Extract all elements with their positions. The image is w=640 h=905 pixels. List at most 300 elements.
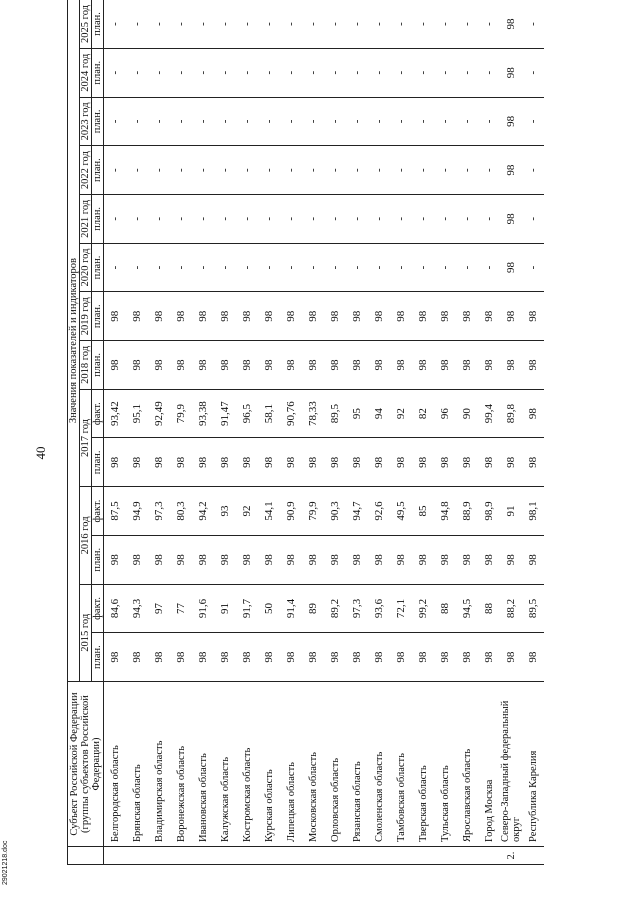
value-cell: 98	[104, 633, 127, 682]
value-cell: 98	[236, 438, 258, 487]
value-cell: 99,2	[412, 584, 434, 633]
value-cell: -	[126, 97, 148, 146]
value-cell: -	[126, 0, 148, 48]
value-cell: 89,5	[324, 389, 346, 438]
subject-name: Московская область	[302, 682, 324, 847]
value-cell: -	[478, 0, 500, 48]
value-cell: 98	[302, 535, 324, 584]
value-cell: 98	[346, 535, 368, 584]
value-cell: 98	[236, 535, 258, 584]
value-cell: -	[302, 0, 324, 48]
value-cell: 90,76	[280, 389, 302, 438]
value-cell: 92	[236, 487, 258, 536]
value-cell: 98	[500, 535, 522, 584]
value-cell: 94	[368, 389, 390, 438]
value-cell: 98	[192, 633, 214, 682]
value-cell: 98	[148, 438, 170, 487]
value-cell: -	[346, 243, 368, 292]
value-cell: 98	[434, 341, 456, 390]
sub-header: план.	[92, 48, 104, 97]
row-index	[522, 847, 544, 865]
value-cell: -	[346, 194, 368, 243]
value-cell: 91,7	[236, 584, 258, 633]
value-cell: 98	[456, 341, 478, 390]
value-cell: 98	[280, 341, 302, 390]
value-cell: -	[192, 97, 214, 146]
year-header: 2023 год	[80, 97, 92, 146]
row-index	[126, 847, 148, 865]
value-cell: -	[148, 0, 170, 48]
value-cell: -	[280, 243, 302, 292]
value-cell: 94,3	[126, 584, 148, 633]
value-cell: 98	[346, 438, 368, 487]
value-cell: 91	[500, 487, 522, 536]
value-cell: -	[456, 194, 478, 243]
value-cell: -	[302, 48, 324, 97]
value-cell: 98	[478, 292, 500, 341]
value-cell: 98	[324, 633, 346, 682]
sub-header: факт.	[92, 487, 104, 536]
value-cell: 98	[104, 292, 127, 341]
value-cell: -	[192, 48, 214, 97]
year-header: 2024 год	[80, 48, 92, 97]
sub-header: план.	[92, 194, 104, 243]
value-cell: 96,5	[236, 389, 258, 438]
value-cell: 98	[478, 438, 500, 487]
value-cell: -	[346, 146, 368, 195]
value-cell: -	[324, 48, 346, 97]
value-cell: -	[170, 146, 192, 195]
value-cell: 98	[500, 292, 522, 341]
values-header: Значения показателей и индикаторов	[68, 0, 80, 682]
value-cell: 91,6	[192, 584, 214, 633]
value-cell: -	[478, 97, 500, 146]
value-cell: -	[104, 97, 127, 146]
value-cell: 98	[258, 292, 280, 341]
value-cell: 98	[214, 292, 236, 341]
value-cell: 95	[346, 389, 368, 438]
value-cell: -	[478, 243, 500, 292]
value-cell: 77	[170, 584, 192, 633]
value-cell: -	[522, 194, 544, 243]
row-index	[434, 847, 456, 865]
value-cell: 98	[522, 292, 544, 341]
table-row	[126, 0, 148, 865]
value-cell: 92,6	[368, 487, 390, 536]
value-cell: -	[390, 146, 412, 195]
subject-name: Ивановская область	[192, 682, 214, 847]
subject-name: Костромская область	[236, 682, 258, 847]
row-index	[104, 847, 127, 865]
table-row	[412, 0, 434, 865]
value-cell: -	[456, 243, 478, 292]
value-cell: 72,1	[390, 584, 412, 633]
table-row	[236, 0, 258, 865]
row-index	[346, 847, 368, 865]
value-cell: -	[324, 146, 346, 195]
value-cell: 98	[456, 438, 478, 487]
value-cell: 88,9	[456, 487, 478, 536]
value-cell: 90,9	[280, 487, 302, 536]
value-cell: 98	[148, 341, 170, 390]
value-cell: 98	[104, 535, 127, 584]
year-header: 2021 год	[80, 194, 92, 243]
table-row	[346, 0, 368, 865]
value-cell: 98	[522, 535, 544, 584]
value-cell: -	[214, 146, 236, 195]
value-cell: -	[104, 48, 127, 97]
value-cell: 85	[412, 487, 434, 536]
value-cell: -	[192, 243, 214, 292]
value-cell: 98	[346, 292, 368, 341]
row-index	[170, 847, 192, 865]
value-cell: 94,5	[456, 584, 478, 633]
value-cell: 98	[456, 535, 478, 584]
value-cell: 89	[302, 584, 324, 633]
value-cell: 98,9	[478, 487, 500, 536]
row-index	[214, 847, 236, 865]
value-cell: -	[280, 97, 302, 146]
value-cell: -	[258, 48, 280, 97]
value-cell: 98	[478, 341, 500, 390]
row-index	[236, 847, 258, 865]
value-cell: -	[456, 146, 478, 195]
value-cell: -	[126, 243, 148, 292]
value-cell: 98	[258, 535, 280, 584]
value-cell: 93,38	[192, 389, 214, 438]
value-cell: 54,1	[258, 487, 280, 536]
row-index	[368, 847, 390, 865]
value-cell: 98	[104, 438, 127, 487]
year-header: 2018 год	[80, 341, 92, 390]
value-cell: 49,5	[390, 487, 412, 536]
value-cell: 98	[390, 292, 412, 341]
value-cell: -	[236, 0, 258, 48]
value-cell: 98	[258, 438, 280, 487]
value-cell: 97	[148, 584, 170, 633]
indicators-table	[67, 0, 544, 865]
subject-name: Город Москва	[478, 682, 500, 847]
value-cell: -	[412, 194, 434, 243]
value-cell: 91,47	[214, 389, 236, 438]
value-cell: 98	[126, 341, 148, 390]
value-cell: -	[214, 97, 236, 146]
index-header	[68, 847, 104, 865]
value-cell: 98	[500, 0, 522, 48]
value-cell: 98	[170, 438, 192, 487]
value-cell: -	[324, 0, 346, 48]
value-cell: 98	[522, 389, 544, 438]
year-header: 2016 год	[80, 487, 92, 584]
value-cell: 98	[126, 292, 148, 341]
value-cell: 98	[500, 243, 522, 292]
value-cell: -	[368, 243, 390, 292]
value-cell: -	[170, 48, 192, 97]
value-cell: -	[522, 97, 544, 146]
value-cell: 92,49	[148, 389, 170, 438]
value-cell: 93	[214, 487, 236, 536]
value-cell: -	[302, 146, 324, 195]
value-cell: -	[258, 146, 280, 195]
value-cell: -	[390, 97, 412, 146]
row-index: 2.	[500, 847, 522, 865]
value-cell: 98	[412, 633, 434, 682]
subject-name: Орловская область	[324, 682, 346, 847]
value-cell: -	[192, 0, 214, 48]
value-cell: 98	[170, 633, 192, 682]
value-cell: 82	[412, 389, 434, 438]
value-cell: 98	[236, 633, 258, 682]
value-cell: 97,3	[148, 487, 170, 536]
value-cell: -	[104, 243, 127, 292]
subject-header: Субъект Российской Федерации (группы субъектов Российской Федерации)	[68, 682, 104, 847]
value-cell: -	[236, 243, 258, 292]
value-cell: -	[368, 97, 390, 146]
value-cell: -	[258, 0, 280, 48]
value-cell: -	[390, 48, 412, 97]
subject-name: Тульская область	[434, 682, 456, 847]
value-cell: 98	[390, 341, 412, 390]
value-cell: -	[522, 146, 544, 195]
value-cell: -	[434, 243, 456, 292]
value-cell: -	[280, 0, 302, 48]
value-cell: -	[522, 0, 544, 48]
value-cell: -	[192, 194, 214, 243]
value-cell: -	[478, 146, 500, 195]
row-index	[478, 847, 500, 865]
row-index	[390, 847, 412, 865]
value-cell: 98	[500, 48, 522, 97]
value-cell: 50	[258, 584, 280, 633]
table-row	[258, 0, 280, 865]
table-row	[456, 0, 478, 865]
value-cell: -	[456, 97, 478, 146]
value-cell: 98	[500, 194, 522, 243]
value-cell: 98	[236, 341, 258, 390]
value-cell: 98	[214, 535, 236, 584]
value-cell: 98	[522, 633, 544, 682]
value-cell: -	[148, 194, 170, 243]
subject-name: Тверская область	[412, 682, 434, 847]
sub-header: план.	[92, 633, 104, 682]
value-cell: 80,3	[170, 487, 192, 536]
sub-header: план.	[92, 292, 104, 341]
value-cell: -	[236, 48, 258, 97]
value-cell: -	[478, 194, 500, 243]
value-cell: 98	[346, 341, 368, 390]
value-cell: 98	[500, 341, 522, 390]
value-cell: 98	[434, 292, 456, 341]
subject-name: Курская область	[258, 682, 280, 847]
sub-header: план.	[92, 0, 104, 48]
value-cell: -	[236, 146, 258, 195]
value-cell: -	[104, 0, 127, 48]
value-cell: 98	[434, 535, 456, 584]
value-cell: -	[434, 97, 456, 146]
value-cell: -	[456, 0, 478, 48]
value-cell: 98	[456, 633, 478, 682]
value-cell: 93,42	[104, 389, 127, 438]
value-cell: -	[412, 243, 434, 292]
value-cell: -	[280, 146, 302, 195]
subject-name: Северо-Западный федеральный округ	[500, 682, 522, 847]
value-cell: 79,9	[170, 389, 192, 438]
value-cell: -	[214, 243, 236, 292]
value-cell: 98	[280, 633, 302, 682]
value-cell: -	[104, 146, 127, 195]
value-cell: -	[368, 194, 390, 243]
subject-name: Калужская область	[214, 682, 236, 847]
value-cell: 98	[192, 292, 214, 341]
value-cell: 98	[192, 535, 214, 584]
value-cell: -	[236, 194, 258, 243]
value-cell: -	[126, 194, 148, 243]
value-cell: -	[434, 194, 456, 243]
value-cell: -	[236, 97, 258, 146]
value-cell: -	[412, 97, 434, 146]
value-cell: 78,33	[302, 389, 324, 438]
value-cell: 98	[434, 438, 456, 487]
value-cell: 98	[170, 341, 192, 390]
value-cell: 98	[434, 633, 456, 682]
value-cell: 92	[390, 389, 412, 438]
year-header: 2015 год	[80, 584, 92, 681]
sub-header: план.	[92, 243, 104, 292]
value-cell: 98	[500, 146, 522, 195]
value-cell: 90	[456, 389, 478, 438]
sub-header: план.	[92, 341, 104, 390]
value-cell: 88	[434, 584, 456, 633]
table-row	[478, 0, 500, 865]
value-cell: -	[258, 97, 280, 146]
value-cell: 98	[258, 341, 280, 390]
value-cell: -	[302, 97, 324, 146]
value-cell: -	[522, 48, 544, 97]
value-cell: -	[434, 48, 456, 97]
table-row	[500, 0, 522, 865]
indicators-table-wrapper	[67, 0, 577, 865]
table-row	[170, 0, 192, 865]
value-cell: 91,4	[280, 584, 302, 633]
value-cell: -	[368, 0, 390, 48]
value-cell: 98	[302, 633, 324, 682]
value-cell: -	[126, 48, 148, 97]
value-cell: 97,3	[346, 584, 368, 633]
value-cell: 98	[170, 292, 192, 341]
value-cell: -	[214, 0, 236, 48]
document-footer: 29021218.doc	[2, 840, 9, 885]
value-cell: -	[412, 48, 434, 97]
subject-name: Липецкая область	[280, 682, 302, 847]
value-cell: 98	[148, 535, 170, 584]
value-cell: -	[434, 0, 456, 48]
value-cell: -	[346, 48, 368, 97]
value-cell: 98	[390, 438, 412, 487]
value-cell: -	[280, 194, 302, 243]
page-number: 40	[33, 446, 48, 460]
value-cell: 79,9	[302, 487, 324, 536]
row-index	[258, 847, 280, 865]
value-cell: 98	[324, 292, 346, 341]
value-cell: 98	[478, 535, 500, 584]
value-cell: 98	[412, 341, 434, 390]
value-cell: 98	[192, 341, 214, 390]
value-cell: 98	[126, 438, 148, 487]
value-cell: -	[324, 97, 346, 146]
table-row	[434, 0, 456, 865]
value-cell: 88,2	[500, 584, 522, 633]
sub-header: факт.	[92, 389, 104, 438]
value-cell: -	[368, 48, 390, 97]
value-cell: 98	[126, 535, 148, 584]
value-cell: -	[280, 48, 302, 97]
value-cell: 98	[478, 633, 500, 682]
value-cell: -	[258, 243, 280, 292]
value-cell: 98	[368, 292, 390, 341]
value-cell: 98	[324, 535, 346, 584]
subject-name: Рязанская область	[346, 682, 368, 847]
value-cell: 94,8	[434, 487, 456, 536]
value-cell: 98	[104, 341, 127, 390]
value-cell: -	[170, 0, 192, 48]
value-cell: 87,5	[104, 487, 127, 536]
value-cell: -	[170, 243, 192, 292]
value-cell: -	[192, 146, 214, 195]
value-cell: -	[412, 146, 434, 195]
subject-name: Тамбовская область	[390, 682, 412, 847]
value-cell: 98	[368, 535, 390, 584]
value-cell: 98	[192, 438, 214, 487]
value-cell: 89,5	[522, 584, 544, 633]
subject-name: Белгородская область	[104, 682, 127, 847]
value-cell: -	[148, 48, 170, 97]
value-cell: -	[324, 243, 346, 292]
year-header: 2022 год	[80, 146, 92, 195]
subject-name: Воронежская область	[170, 682, 192, 847]
value-cell: 98	[258, 633, 280, 682]
value-cell: 96	[434, 389, 456, 438]
value-cell: -	[346, 97, 368, 146]
value-cell: 91	[214, 584, 236, 633]
value-cell: 94,9	[126, 487, 148, 536]
value-cell: 98	[214, 341, 236, 390]
value-cell: 98	[214, 438, 236, 487]
table-row	[390, 0, 412, 865]
value-cell: -	[324, 194, 346, 243]
row-index	[280, 847, 302, 865]
value-cell: -	[390, 194, 412, 243]
value-cell: 98	[170, 535, 192, 584]
value-cell: 98	[412, 438, 434, 487]
subject-name: Владимирская область	[148, 682, 170, 847]
sub-header: факт.	[92, 584, 104, 633]
value-cell: 90,3	[324, 487, 346, 536]
value-cell: 98	[148, 633, 170, 682]
value-cell: 98	[302, 292, 324, 341]
value-cell: 98	[346, 633, 368, 682]
value-cell: 98	[280, 292, 302, 341]
value-cell: 98	[126, 633, 148, 682]
value-cell: -	[148, 146, 170, 195]
row-index	[192, 847, 214, 865]
row-index	[302, 847, 324, 865]
value-cell: 98	[412, 535, 434, 584]
value-cell: 99,4	[478, 389, 500, 438]
subject-name: Смоленская область	[368, 682, 390, 847]
sub-header: план.	[92, 438, 104, 487]
value-cell: 98	[302, 341, 324, 390]
subject-name: Брянская область	[126, 682, 148, 847]
